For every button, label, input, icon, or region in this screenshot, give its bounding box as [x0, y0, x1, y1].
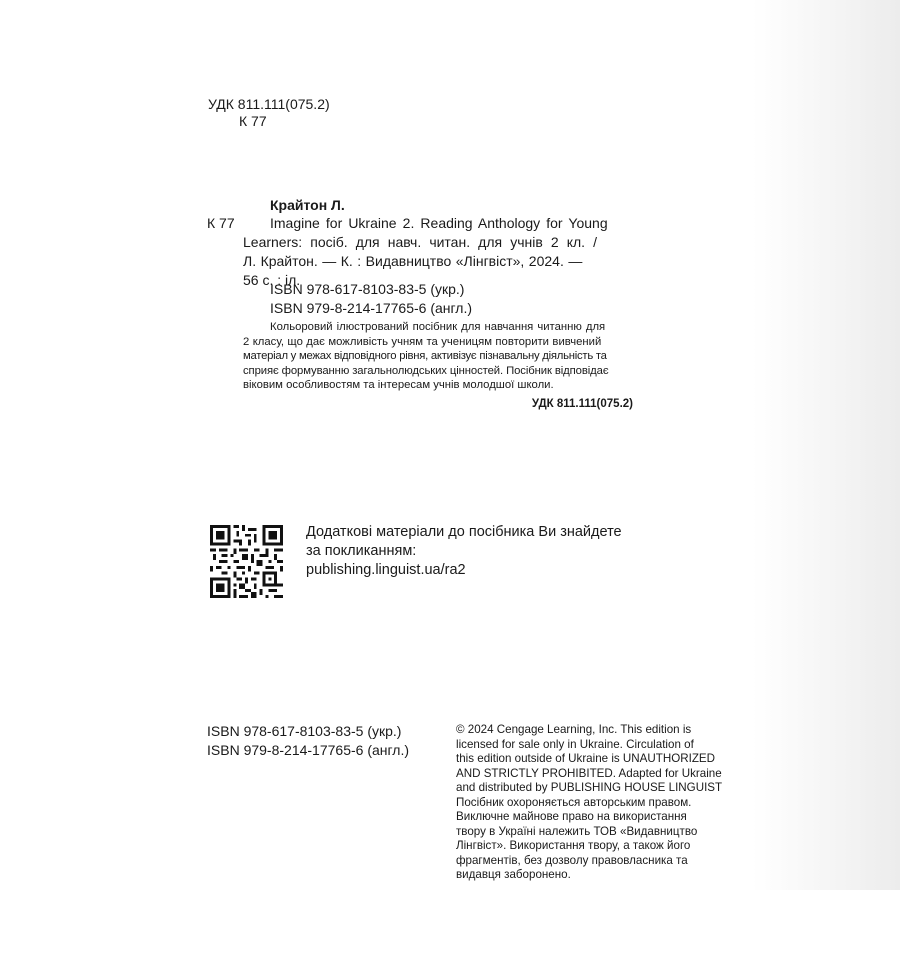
copyright-line: AND STRICTLY PROHIBITED. Adapted for Ukraine — [456, 766, 722, 780]
copyright-line: licensed for sale only in Ukraine. Circulation of — [456, 737, 694, 751]
copyright-line: фрагментів, без дозволу правовласника та — [456, 853, 688, 867]
annotation-line: матеріал у межах відповідного рівня, активізує пізнавальну діяльність та — [243, 350, 607, 362]
copyright-line: Виключне майнове право на використання — [456, 810, 687, 823]
annotation-line: віковим особливостям та інтересам учнів молодшої школи. — [243, 379, 554, 391]
copyright-line: and distributed by PUBLISHING HOUSE LINGUIST — [456, 781, 723, 794]
description-line: Imagine for Ukraine 2. Reading Anthology for Young — [270, 215, 608, 231]
author-name: Крайтон Л. — [270, 197, 345, 213]
description-line: Learners: посіб. для навч. читан. для учнів 2 кл. / — [243, 234, 598, 250]
udk-header — [208, 96, 330, 130]
udk-code: УДК 811.111(075.2) — [208, 96, 330, 112]
footer-isbn-block — [207, 722, 409, 760]
bibliographic-description — [243, 214, 633, 290]
card-mark: К 77 — [207, 215, 235, 231]
qr-code[interactable] — [210, 525, 283, 598]
additional-line: Додаткові матеріали до посібника Ви знайдете — [306, 524, 622, 540]
isbn-eng: ISBN 979-8-214-17765-6 (англ.) — [207, 742, 410, 758]
materials-link[interactable]: publishing.linguist.ua/ra2 — [306, 562, 466, 578]
isbn-ukr: ISBN 978-617-8103-83-5 (укр.) — [270, 281, 465, 297]
annotation-line: 2 класу, що дає можливість учням та ученицям повторити вивчений — [243, 335, 602, 348]
isbn-ukr: ISBN 978-617-8103-83-5 (укр.) — [207, 723, 402, 739]
copyright-line: © 2024 Cengage Learning, Inc. This edition is — [456, 723, 692, 736]
description-line: Л. Крайтон. — К. : Видавництво «Лінгвіст», 2024. — — [243, 253, 583, 269]
copyright-line: this edition outside of Ukraine is UNAUTHORIZED — [456, 752, 716, 765]
copyright-line: твору в Україні належить ТОВ «Видавництво — [456, 824, 698, 838]
additional-line: за покликанням: — [306, 543, 417, 559]
copyright-line: видавця заборонено. — [456, 868, 571, 881]
additional-materials — [306, 523, 636, 580]
copyright-line: Посібник охороняється авторським правом. — [456, 795, 692, 809]
annotation — [243, 320, 633, 393]
isbn-block — [270, 280, 472, 318]
isbn-eng: ISBN 979-8-214-17765-6 (англ.) — [270, 300, 473, 316]
annotation-line: сприяє формуванню загальнолюдських цінностей. Посібник відповідає — [243, 364, 609, 377]
udk-footer-code: УДК 811.111(075.2) — [531, 398, 633, 410]
page-edge-shadow — [752, 0, 900, 890]
copyright-notice — [456, 723, 746, 883]
description-line: 56 с. : іл. — [243, 272, 301, 288]
author-mark: К 77 — [239, 113, 267, 129]
copyright-line: Лінгвіст». Використання твору, а також його — [456, 839, 691, 852]
annotation-line: Кольоровий ілюстрований посібник для навчання читанню для — [270, 321, 606, 333]
